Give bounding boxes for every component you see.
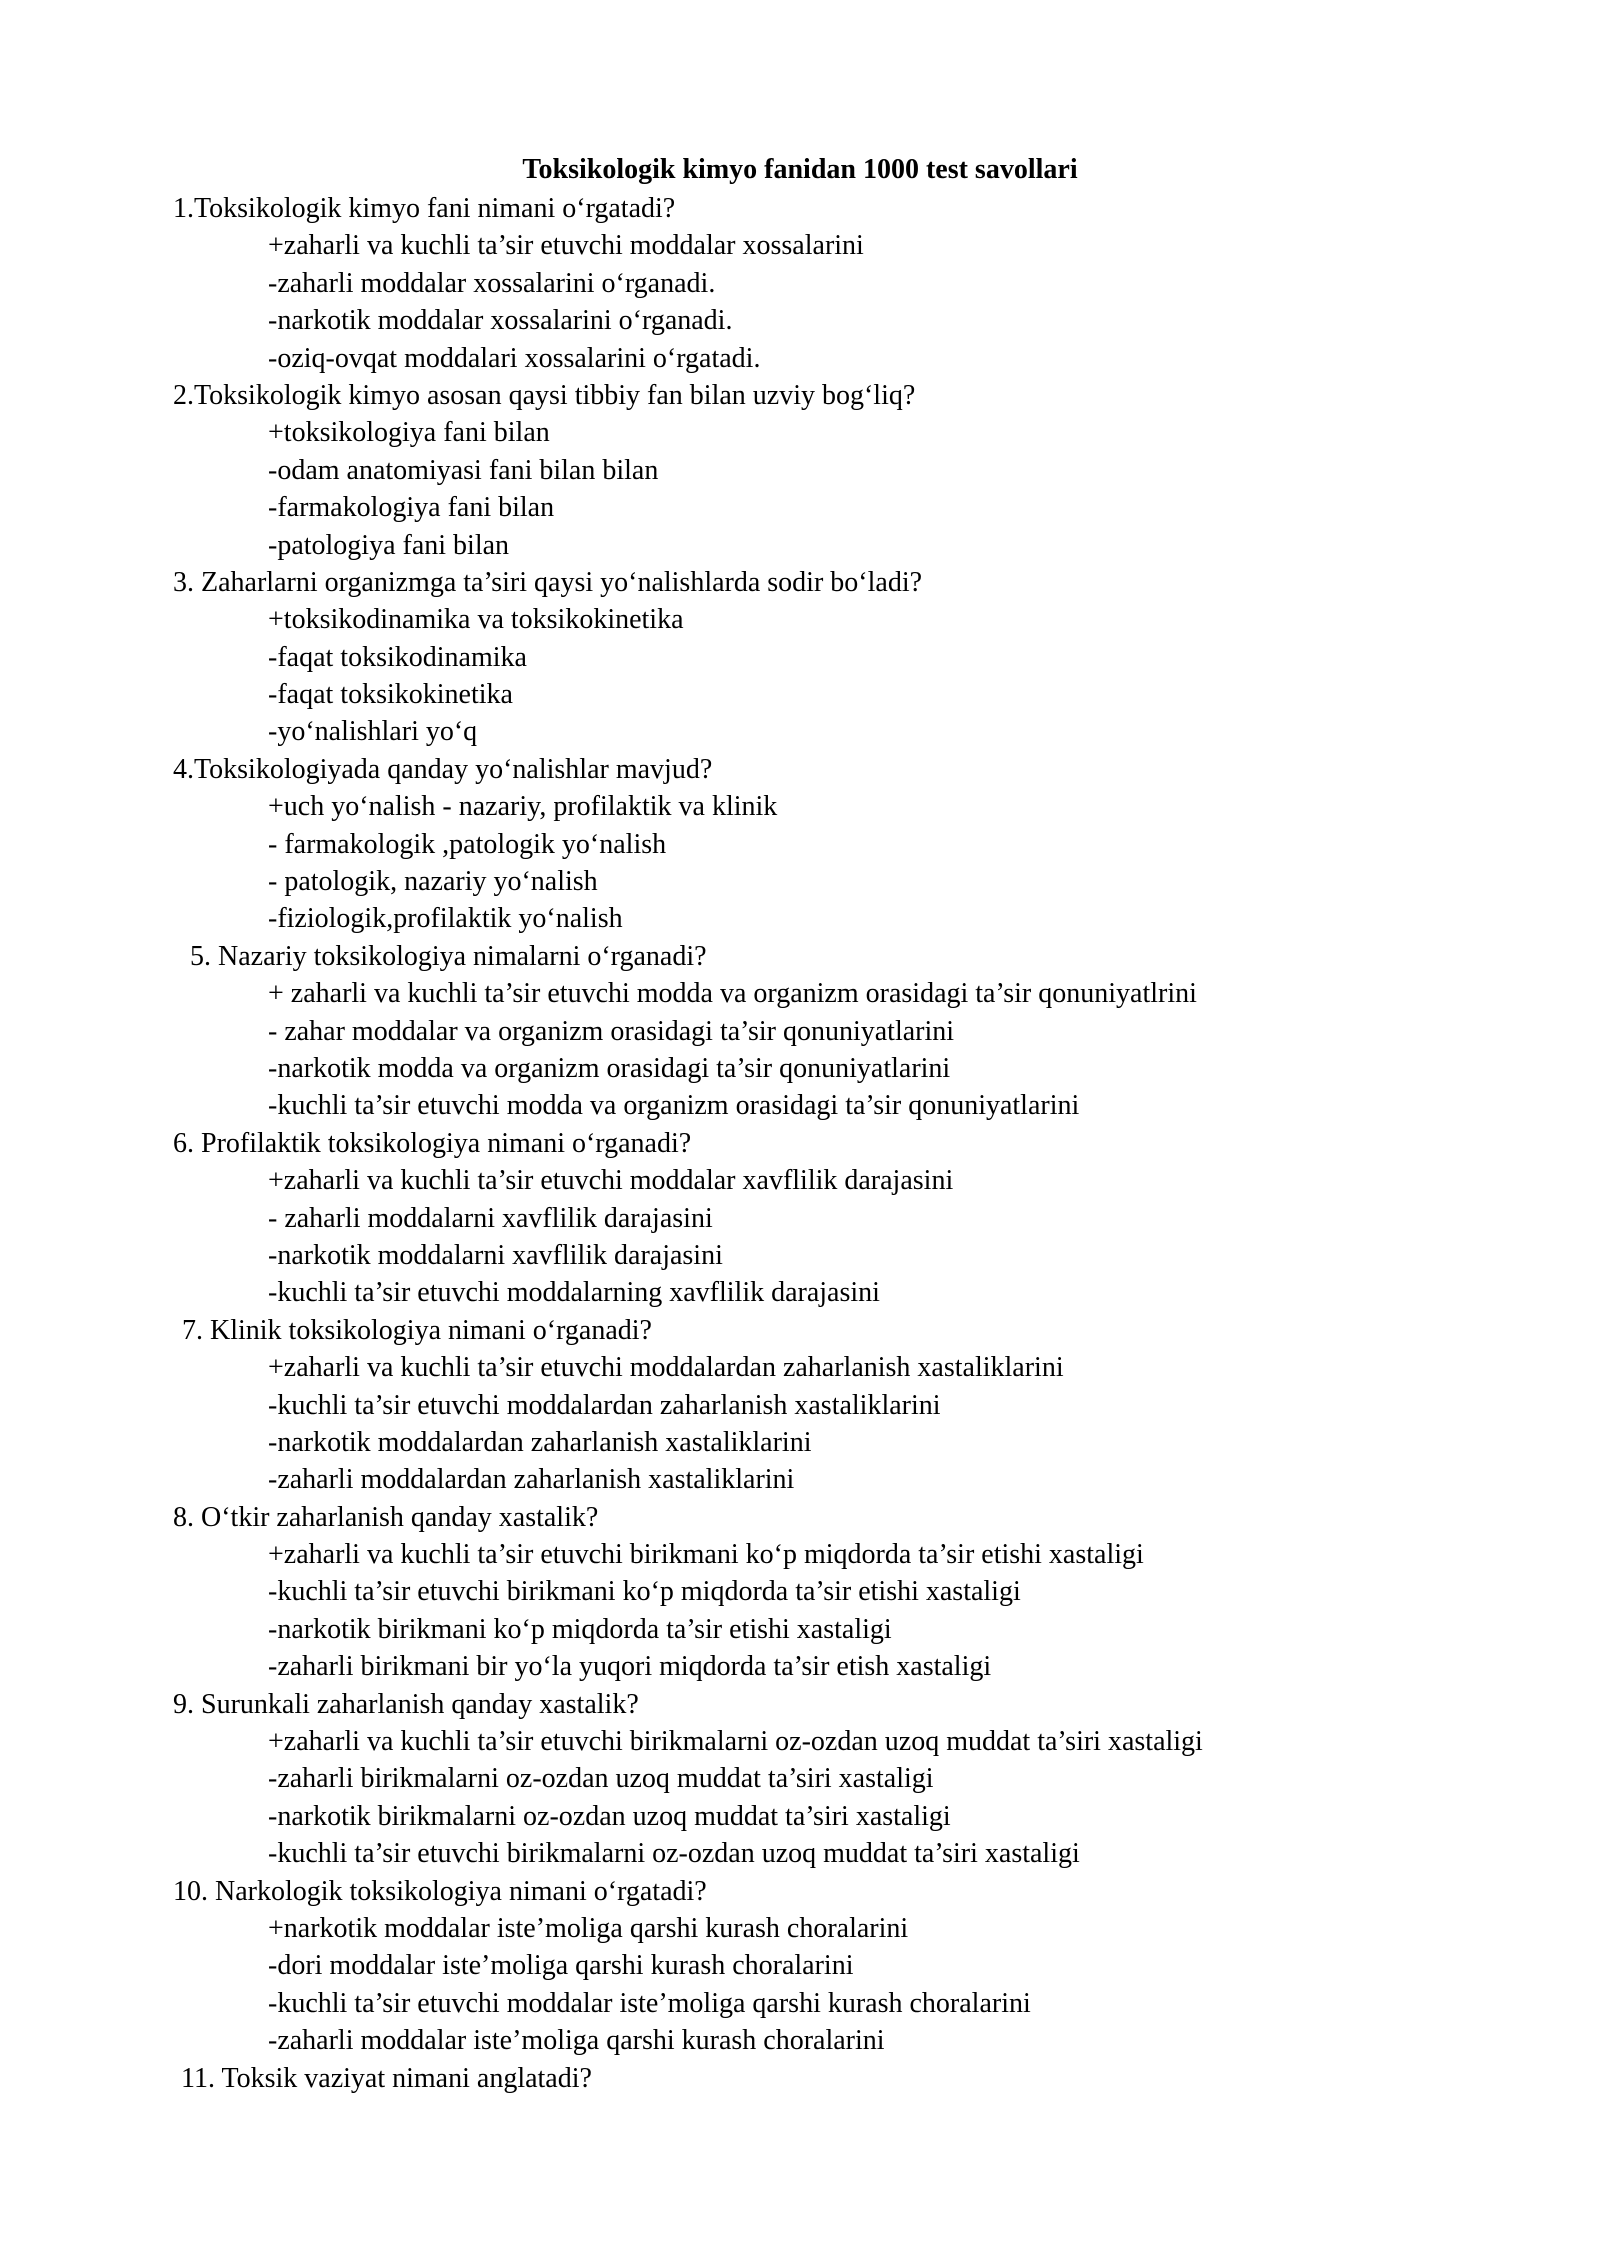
question-5-option-a: + zaharli va kuchli ta’sir etuvchi modda va organizm orasidagi ta’sir qonuniyatlrini — [268, 978, 1197, 1010]
question-1-option-c: -narkotik moddalar xossalarini o‘rganadi. — [268, 305, 733, 337]
question-5: 5. Nazariy toksikologiya nimalarni o‘rganadi? — [190, 940, 707, 972]
question-2: 2.Toksikologik kimyo asosan qaysi tibbiy fan bilan uzviy bog‘liq? — [173, 379, 916, 411]
question-4-option-b: - farmakologik ,patologik yo‘nalish — [268, 828, 667, 860]
question-3-option-a: +toksikodinamika va toksikokinetika — [268, 604, 684, 636]
question-10: 10. Narkologik toksikologiya nimani o‘rgatadi? — [173, 1875, 707, 1907]
question-6: 6. Profilaktik toksikologiya nimani o‘rganadi? — [173, 1127, 692, 1159]
question-2-option-b: -odam anatomiyasi fani bilan bilan — [268, 454, 659, 486]
question-10-option-c: -kuchli ta’sir etuvchi moddalar iste’moliga qarshi kurash choralarini — [268, 1987, 1031, 2019]
question-8-option-c: -narkotik birikmani ko‘p miqdorda ta’sir etishi xastaligi — [268, 1613, 892, 1645]
question-9-option-a: +zaharli va kuchli ta’sir etuvchi birikmalarni oz-ozdan uzoq muddat ta’siri xastaligi — [268, 1726, 1203, 1758]
question-9-option-d: -kuchli ta’sir etuvchi birikmalarni oz-ozdan uzoq muddat ta’siri xastaligi — [268, 1838, 1080, 1870]
question-8-option-a: +zaharli va kuchli ta’sir etuvchi birikmani ko‘p miqdorda ta’sir etishi xastaligi — [268, 1539, 1144, 1571]
question-5-option-d: -kuchli ta’sir etuvchi modda va organizm orasidagi ta’sir qonuniyatlarini — [268, 1090, 1080, 1122]
document-title: Toksikologik kimyo fanidan 1000 test savollari — [522, 154, 1078, 185]
question-6-option-c: -narkotik moddalarni xavflilik darajasini — [268, 1239, 723, 1271]
question-1: 1.Toksikologik kimyo fani nimani o‘rgatadi? — [173, 193, 676, 224]
question-9-option-b: -zaharli birikmalarni oz-ozdan uzoq muddat ta’siri xastaligi — [268, 1763, 934, 1795]
question-1-option-d: -oziq-ovqat moddalari xossalarini o‘rgatadi. — [268, 342, 761, 374]
question-7-option-d: -zaharli moddalardan zaharlanish xastaliklarini — [268, 1464, 795, 1496]
question-4-option-d: -fiziologik,profilaktik yo‘nalish — [268, 903, 623, 935]
question-4-option-a: +uch yo‘nalish - nazariy, profilaktik va klinik — [268, 791, 778, 823]
question-7-option-b: -kuchli ta’sir etuvchi moddalardan zaharlanish xastaliklarini — [268, 1389, 941, 1421]
question-2-option-c: -farmakologiya fani bilan — [268, 492, 555, 524]
question-6-option-b: - zaharli moddalarni xavflilik darajasini — [268, 1202, 713, 1234]
question-9-option-c: -narkotik birikmalarni oz-ozdan uzoq muddat ta’siri xastaligi — [268, 1800, 951, 1832]
question-2-option-d: -patologiya fani bilan — [268, 529, 510, 561]
question-list — [0, 190, 1600, 2097]
question-6-option-d: -kuchli ta’sir etuvchi moddalarning xavflilik darajasini — [268, 1277, 880, 1309]
question-10-option-d: -zaharli moddalar iste’moliga qarshi kurash choralarini — [268, 2025, 885, 2057]
question-8: 8. O‘tkir zaharlanish qanday xastalik? — [173, 1501, 599, 1533]
question-7-option-c: -narkotik moddalardan zaharlanish xastaliklarini — [268, 1426, 812, 1458]
question-3-option-b: -faqat toksikodinamika — [268, 641, 527, 673]
question-1-option-a: +zaharli va kuchli ta’sir etuvchi moddalar xossalarini — [268, 230, 864, 262]
question-5-option-b: - zahar moddalar va organizm orasidagi ta’sir qonuniyatlarini — [268, 1015, 955, 1047]
question-2-option-a: +toksikologiya fani bilan — [268, 417, 550, 449]
question-9: 9. Surunkali zaharlanish qanday xastalik? — [173, 1688, 639, 1720]
question-4-option-c: - patologik, nazariy yo‘nalish — [268, 866, 598, 898]
question-11: 11. Toksik vaziyat nimani anglatadi? — [181, 2062, 592, 2094]
question-5-option-c: -narkotik modda va organizm orasidagi ta’sir qonuniyatlarini — [268, 1052, 951, 1084]
question-3-option-c: -faqat toksikokinetika — [268, 679, 513, 711]
question-6-option-a: +zaharli va kuchli ta’sir etuvchi moddalar xavflilik darajasini — [268, 1165, 954, 1197]
question-10-option-b: -dori moddalar iste’moliga qarshi kurash choralarini — [268, 1950, 854, 1982]
question-3-option-d: -yo‘nalishlari yo‘q — [268, 716, 478, 748]
question-1-option-b: -zaharli moddalar xossalarini o‘rganadi. — [268, 267, 716, 299]
question-8-option-b: -kuchli ta’sir etuvchi birikmani ko‘p miqdorda ta’sir etishi xastaligi — [268, 1576, 1021, 1608]
question-7: 7. Klinik toksikologiya nimani o‘rganadi? — [182, 1314, 652, 1346]
question-4: 4.Toksikologiyada qanday yo‘nalishlar mavjud? — [173, 753, 713, 785]
question-7-option-a: +zaharli va kuchli ta’sir etuvchi moddalardan zaharlanish xastaliklarini — [268, 1352, 1064, 1384]
question-3: 3. Zaharlarni organizmga ta’siri qaysi yo‘nalishlarda sodir bo‘ladi? — [173, 566, 923, 598]
question-10-option-a: +narkotik moddalar iste’moliga qarshi kurash choralarini — [268, 1912, 909, 1944]
question-8-option-d: -zaharli birikmani bir yo‘la yuqori miqdorda ta’sir etish xastaligi — [268, 1651, 992, 1683]
